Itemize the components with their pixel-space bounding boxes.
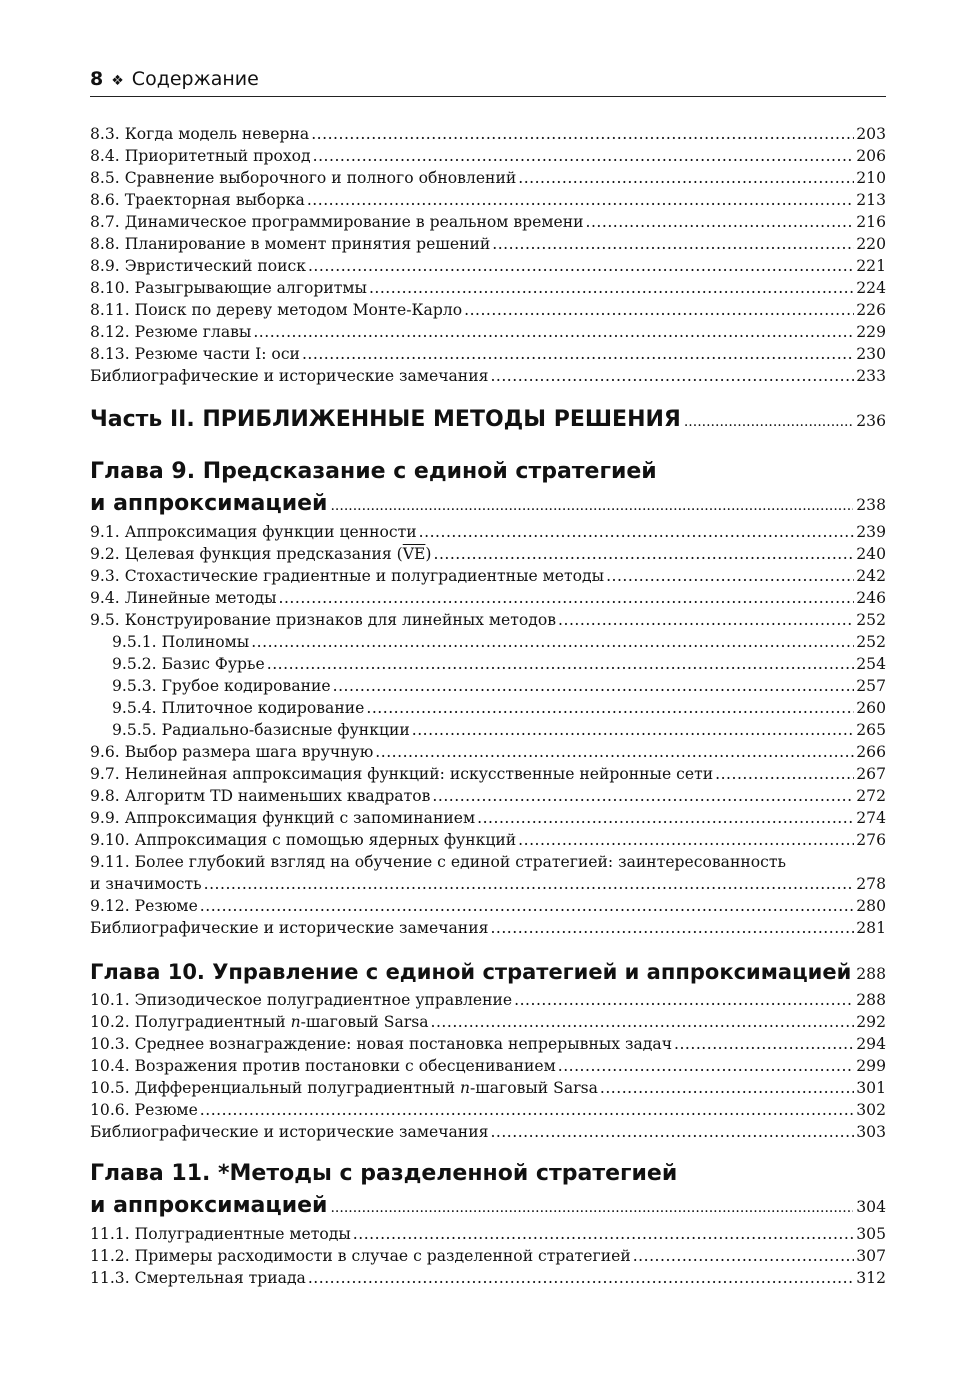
- entry-page: 299: [856, 1057, 886, 1075]
- entry-title: 11.1. Полуградиентные методы: [90, 1225, 351, 1243]
- entry-title: [90, 1033, 672, 1055]
- entry-title: [90, 1099, 198, 1121]
- entry-page: 221: [856, 257, 886, 275]
- entry-page: 307: [856, 1247, 886, 1265]
- entry-title: 8.11. Поиск по дереву методом Монте-Карло: [90, 301, 463, 319]
- toc-entry[interactable]: [90, 565, 886, 587]
- leader-dots: [715, 763, 854, 785]
- section-list-chapter8: [90, 123, 886, 387]
- entry-page: 229: [856, 323, 886, 341]
- chapter-heading[interactable]: [90, 955, 886, 989]
- toc-entry[interactable]: [90, 719, 886, 741]
- entry-page: 260: [856, 699, 886, 717]
- page-number: 8: [90, 68, 104, 90]
- leader-dots: [330, 489, 853, 523]
- leader-dots: [606, 565, 854, 587]
- entry-title: [90, 543, 431, 565]
- entry-title-line1[interactable]: 9.11. Более глубокий взгляд на обучение с единой стратегией: заинтересованность: [90, 853, 786, 871]
- entry-title: 9.9. Аппроксимация функций с запоминанием: [90, 809, 476, 827]
- toc-entry[interactable]: [90, 211, 886, 233]
- part-title: Часть II. ПРИБЛИЖЕННЫЕ МЕТОДЫ РЕШЕНИЯ: [90, 407, 681, 432]
- toc-entry[interactable]: [90, 807, 886, 829]
- leader-dots: [313, 145, 855, 167]
- entry-title: 8.13. Резюме части I: оси: [90, 345, 300, 363]
- leader-dots: [600, 1077, 854, 1099]
- entry-title: 9.4. Линейные методы: [90, 589, 277, 607]
- entry-title: [90, 1055, 556, 1077]
- chapter-title-line1: Глава 11. *Методы с разделенной стратегией: [90, 1161, 678, 1186]
- entry-title: [90, 989, 512, 1011]
- leader-dots: [302, 343, 854, 365]
- entry-title: 8.4. Приоритетный проход: [90, 147, 311, 165]
- chapter-page: 238: [856, 496, 886, 514]
- entry-title: 8.6. Траекторная выборка: [90, 191, 305, 209]
- entry-page: 242: [856, 567, 886, 585]
- toc-entry[interactable]: [90, 741, 886, 763]
- entry-title: 11.3. Смертельная триада: [90, 1269, 306, 1287]
- leader-dots: [477, 807, 854, 829]
- entry-page: 254: [856, 655, 886, 673]
- leader-dots: [251, 631, 854, 653]
- toc-entry[interactable]: [90, 631, 886, 653]
- entry-page: 216: [856, 213, 886, 231]
- entry-page: 278: [856, 875, 886, 893]
- entry-title: 9.5. Конструирование признаков для линейных методов: [90, 611, 557, 629]
- entry-title: 8.8. Планирование в момент принятия решений: [90, 235, 491, 253]
- italic-variable: n: [290, 1013, 301, 1031]
- entry-title: 9.5.4. Плиточное кодирование: [112, 699, 365, 717]
- toc-entry[interactable]: [90, 675, 886, 697]
- section-list-chapter9: [90, 741, 886, 851]
- toc-entry[interactable]: [90, 1121, 886, 1143]
- toc-entry[interactable]: [90, 277, 886, 299]
- entry-page: 292: [856, 1013, 886, 1031]
- chapter-heading[interactable]: [90, 1159, 886, 1223]
- leader-dots: [333, 675, 855, 697]
- toc-entry[interactable]: [90, 189, 886, 211]
- entry-title-text: -шаговый Sarsa: [469, 1079, 598, 1097]
- entry-page: 220: [856, 235, 886, 253]
- leader-dots: [369, 277, 854, 299]
- leader-dots: [375, 741, 854, 763]
- toc-entry[interactable]: [90, 587, 886, 609]
- toc-entry[interactable]: [90, 321, 886, 343]
- ornament-icon: ❖: [111, 73, 124, 89]
- chapter-page: 304: [856, 1198, 886, 1216]
- entry-title-text: 10.4. Возражения против постановки с обесцениванием: [90, 1057, 556, 1075]
- chapter-title-line2: и аппроксимацией: [90, 1193, 328, 1218]
- entry-title: 9.5.2. Базис Фурье: [112, 655, 265, 673]
- toc-entry[interactable]: [90, 1267, 886, 1289]
- toc-entry[interactable]: [90, 895, 886, 917]
- entry-page: 281: [856, 919, 886, 937]
- section-list-chapter11: [90, 1223, 886, 1289]
- section-list-chapter10: [90, 989, 886, 1143]
- section-list-chapter9: [90, 521, 886, 543]
- leader-dots: [432, 785, 854, 807]
- entry-title: 11.2. Примеры расходимости в случае с разделенной стратегией: [90, 1247, 631, 1265]
- toc-entry[interactable]: [90, 1011, 886, 1033]
- leader-dots: [684, 414, 853, 430]
- leader-dots: [200, 1099, 854, 1121]
- leader-dots: [492, 233, 854, 255]
- leader-dots: [633, 1245, 855, 1267]
- entry-page: 272: [856, 787, 886, 805]
- leader-dots: [308, 255, 854, 277]
- entry-title: 8.7. Динамическое программирование в реальном времени: [90, 213, 584, 231]
- entry-page: 224: [856, 279, 886, 297]
- entry-page: 267: [856, 765, 886, 783]
- entry-title: [90, 1077, 598, 1099]
- toc-entry[interactable]: [90, 255, 886, 277]
- entry-page: 239: [856, 523, 886, 541]
- chapter-title-line2: и аппроксимацией: [90, 491, 328, 516]
- entry-title: 8.10. Разыгрывающие алгоритмы: [90, 279, 367, 297]
- entry-title: 9.3. Стохастические градиентные и полуградиентные методы: [90, 567, 605, 585]
- entry-title: [90, 1011, 429, 1033]
- leader-dots: [464, 299, 854, 321]
- toc-entry[interactable]: [90, 609, 886, 631]
- chapter-title: Глава 10. Управление с единой стратегией и аппроксимацией: [90, 960, 852, 984]
- toc-entry[interactable]: [90, 167, 886, 189]
- entry-title: 9.5.3. Грубое кодирование: [112, 677, 331, 695]
- entry-page: 206: [856, 147, 886, 165]
- leader-dots: [674, 1033, 854, 1055]
- toc-entry[interactable]: [90, 653, 886, 675]
- entry-title: 9.5.5. Радиально-базисные функции: [112, 721, 410, 739]
- toc-entry[interactable]: [90, 299, 886, 321]
- subsection-list: [90, 631, 886, 741]
- leader-dots: [308, 1267, 854, 1289]
- leader-dots: [412, 719, 854, 741]
- entry-title-text: 10.2. Полуградиентный: [90, 1013, 291, 1031]
- toc-entry[interactable]: [90, 1077, 886, 1099]
- leader-dots: [490, 1121, 854, 1143]
- entry-title-text: -шаговый Sarsa: [300, 1013, 429, 1031]
- entry-title: 8.5. Сравнение выборочного и полного обновлений: [90, 169, 517, 187]
- leader-dots: [518, 167, 854, 189]
- part-page: 236: [856, 412, 886, 430]
- entry-page: 230: [856, 345, 886, 363]
- entry-title: 9.10. Аппроксимация с помощью ядерных функций: [90, 831, 517, 849]
- chapter-page: 288: [856, 965, 886, 983]
- entry-title-text: Библиографические и исторические замечания: [90, 1123, 489, 1141]
- entry-page: 305: [856, 1225, 886, 1243]
- toc-entry[interactable]: [90, 145, 886, 167]
- running-title: Содержание: [131, 68, 259, 90]
- part-heading[interactable]: [90, 407, 886, 441]
- entry-title: [90, 1121, 488, 1143]
- entry-page: 266: [856, 743, 886, 761]
- entry-page: 257: [856, 677, 886, 695]
- toc-entry[interactable]: [90, 785, 886, 807]
- toc-entry[interactable]: [90, 873, 886, 895]
- toc-entry[interactable]: [90, 521, 886, 543]
- toc-entry[interactable]: [90, 989, 886, 1011]
- toc-entry[interactable]: [90, 697, 886, 719]
- entry-title: и значимость: [90, 875, 202, 893]
- toc-entry[interactable]: [90, 123, 886, 145]
- entry-title: 9.6. Выбор размера шага вручную: [90, 743, 374, 761]
- entry-page: 226: [856, 301, 886, 319]
- leader-dots: [200, 895, 854, 917]
- running-header: [90, 66, 886, 97]
- italic-variable: n: [459, 1079, 470, 1097]
- leader-dots: [204, 873, 855, 895]
- leader-dots: [267, 653, 854, 675]
- entry-title: 8.9. Эвристический поиск: [90, 257, 306, 275]
- entry-title: 9.7. Нелинейная аппроксимация функций: искусственные нейронные сети: [90, 765, 714, 783]
- entry-page: 213: [856, 191, 886, 209]
- leader-dots: [431, 1011, 855, 1033]
- leader-dots: [558, 1055, 855, 1077]
- entry-page: 294: [856, 1035, 886, 1053]
- leader-dots: [279, 587, 855, 609]
- entry-page: 303: [856, 1123, 886, 1141]
- entry-title: 9.5.1. Полиномы: [112, 633, 250, 651]
- entry-title-text: ): [425, 545, 432, 563]
- overline-symbol: $\overline{VE}$: [402, 545, 426, 563]
- leader-dots: [490, 365, 854, 387]
- entry-page: 302: [856, 1101, 886, 1119]
- toc-entry[interactable]: [90, 763, 886, 785]
- leader-dots: [518, 829, 854, 851]
- entry-page: 210: [856, 169, 886, 187]
- entry-page: 274: [856, 809, 886, 827]
- entry-title-text: 10.6. Резюме: [90, 1101, 198, 1119]
- table-of-contents: [90, 123, 886, 1289]
- toc-entry[interactable]: [90, 1033, 886, 1055]
- entry-page: 252: [856, 633, 886, 651]
- chapter-title-line1: Глава 9. Предсказание с единой стратегией: [90, 459, 657, 484]
- entry-title: 8.3. Когда модель неверна: [90, 125, 310, 143]
- toc-entry[interactable]: [90, 917, 886, 939]
- entry-page: 301: [856, 1079, 886, 1097]
- leader-dots: [558, 609, 854, 631]
- toc-entry[interactable]: [90, 829, 886, 851]
- toc-entry[interactable]: [90, 543, 886, 565]
- toc-entry[interactable]: [90, 1099, 886, 1121]
- entry-page: 252: [856, 611, 886, 629]
- toc-entry[interactable]: [90, 233, 886, 255]
- leader-dots: [353, 1223, 854, 1245]
- leader-dots: [366, 697, 854, 719]
- entry-page: 276: [856, 831, 886, 849]
- leader-dots: [307, 189, 854, 211]
- leader-dots: [330, 1191, 853, 1225]
- section-list-chapter9: [90, 565, 886, 631]
- leader-dots: [490, 917, 854, 939]
- toc-entry[interactable]: [90, 1223, 886, 1245]
- leader-dots: [433, 543, 854, 565]
- entry-title-text: 10.3. Среднее вознаграждение: новая постановка непрерывных задач: [90, 1035, 673, 1053]
- section-list-chapter9: [90, 895, 886, 939]
- leader-dots: [419, 521, 855, 543]
- entry-title: 8.12. Резюме главы: [90, 323, 252, 341]
- leader-dots: [514, 989, 854, 1011]
- entry-title: 9.12. Резюме: [90, 897, 198, 915]
- toc-entry[interactable]: [90, 365, 886, 387]
- toc-entry[interactable]: [90, 1055, 886, 1077]
- leader-dots: [311, 123, 854, 145]
- leader-dots: [253, 321, 854, 343]
- entry-page: 233: [856, 367, 886, 385]
- toc-entry[interactable]: [90, 343, 886, 365]
- entry-title-text: 9.2. Целевая функция предсказания (: [90, 545, 403, 563]
- entry-title: Библиографические и исторические замечания: [90, 367, 489, 385]
- leader-dots: [586, 211, 855, 233]
- entry-title: Библиографические и исторические замечания: [90, 919, 489, 937]
- entry-title: 9.8. Алгоритм TD наименьших квадратов: [90, 787, 431, 805]
- entry-page: 240: [856, 545, 886, 563]
- entry-title-text: 10.1. Эпизодическое полуградиентное управление: [90, 991, 513, 1009]
- entry-page: 280: [856, 897, 886, 915]
- entry-page: 203: [856, 125, 886, 143]
- chapter-heading[interactable]: [90, 457, 886, 521]
- toc-entry[interactable]: [90, 1245, 886, 1267]
- entry-page: 246: [856, 589, 886, 607]
- leader-dots: [853, 958, 854, 992]
- entry-title-text: 10.5. Дифференциальный полуградиентный: [90, 1079, 460, 1097]
- entry-page: 265: [856, 721, 886, 739]
- entry-page: 312: [856, 1269, 886, 1287]
- entry-title: 9.1. Аппроксимация функции ценности: [90, 523, 417, 541]
- entry-page: 288: [856, 991, 886, 1009]
